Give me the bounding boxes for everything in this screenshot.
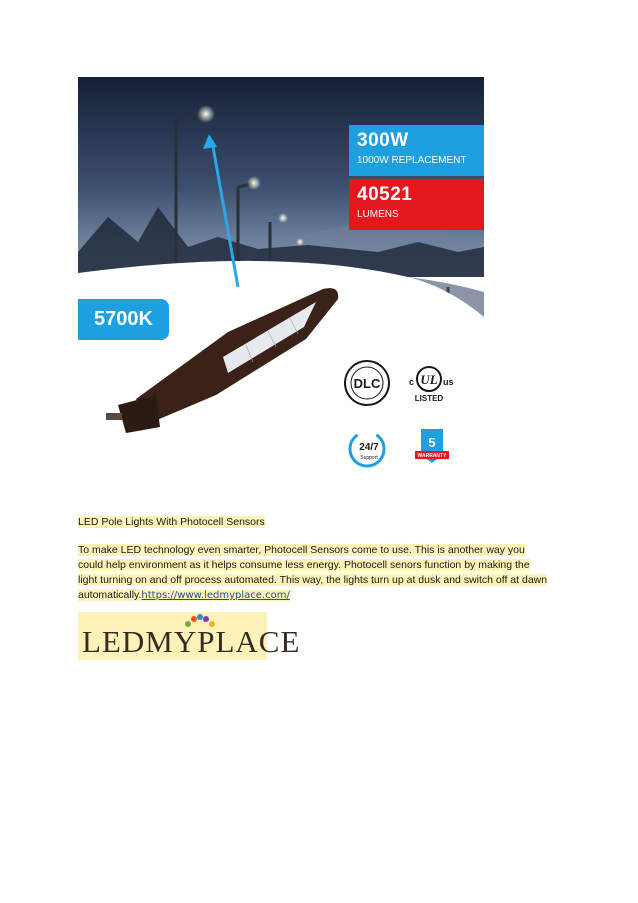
lumens-badge xyxy=(349,179,484,230)
product-image xyxy=(78,77,484,503)
wattage-badge xyxy=(349,125,484,176)
article-body xyxy=(78,543,548,603)
svg-text:UL: UL xyxy=(420,372,438,387)
dlc-text: DLC xyxy=(353,376,381,391)
ledmyplace-link[interactable]: https://www.ledmyplace.com/ xyxy=(141,590,290,601)
body-line-2: could help environment as it helps consume less energy. Photocell senors function by making the xyxy=(78,559,530,571)
ul-c-text: c xyxy=(409,377,415,387)
article-heading xyxy=(78,515,548,530)
body-line-3: light turning on and off process automated. This way, the lights turn up at dusk and switch off at dawn xyxy=(78,574,548,586)
certification-icons xyxy=(343,359,473,479)
article-heading-text: LED Pole Lights With Photocell Sensors xyxy=(78,516,265,528)
support-number: 24/7 xyxy=(359,442,379,453)
ul-listed-text: LISTED xyxy=(414,394,444,403)
wattage-replacement: 1000W REPLACEMENT xyxy=(357,155,467,166)
warranty-years: 5 xyxy=(428,435,436,450)
support-label: Support xyxy=(360,455,378,461)
support-24-7-icon xyxy=(350,432,384,466)
lumens-value: 40521 xyxy=(357,184,413,205)
dlc-certification-icon xyxy=(345,361,389,405)
ul-us-text: us xyxy=(443,377,454,387)
body-line-1: To make LED technology even smarter, Photocell Sensors come to use. This is another way you xyxy=(78,544,525,556)
warranty-label: WARRANTY xyxy=(417,453,447,459)
body-line-4: automatically. xyxy=(78,589,142,601)
wattage-value: 300W xyxy=(357,130,409,151)
ul-listed-icon xyxy=(409,367,454,403)
ledmyplace-logo xyxy=(78,612,301,660)
lumens-label: LUMENS xyxy=(357,209,399,220)
color-temperature-badge: 5700K xyxy=(78,299,169,340)
logo-text: LEDMYPLACE xyxy=(82,624,301,659)
warranty-shield-icon xyxy=(415,429,449,463)
